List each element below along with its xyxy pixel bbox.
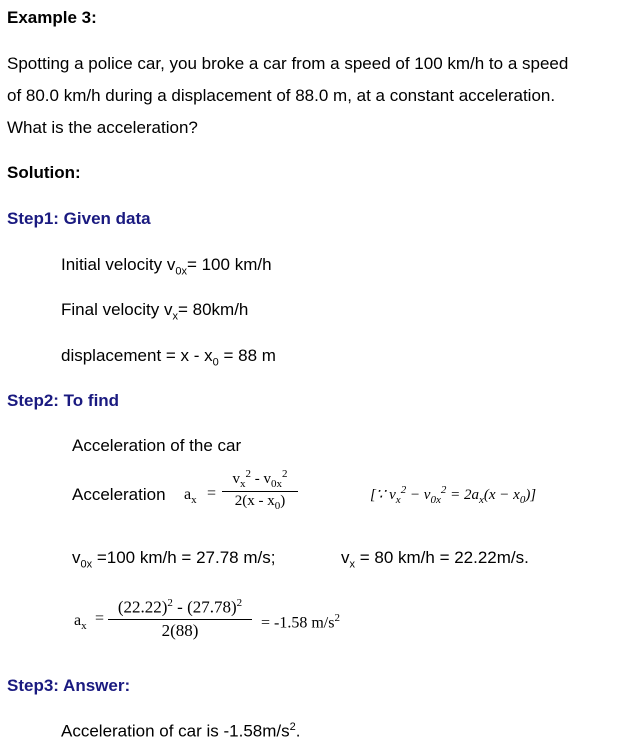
conversion-final: $v_x = 80$ km/h = 22.22m/s. [341,548,529,571]
calc-lhs: $a_x$ [74,612,87,633]
final-velocity-value: = 80km/h [177,300,249,319]
step1-title: Step1: Given data [7,209,151,228]
displacement-label: displacement = x - x [61,346,213,365]
given-initial-velocity [61,255,272,277]
to-find-target: Acceleration of the car [72,436,242,455]
conversion-initial: $v_{0x} =100$ km/h = 27.78 m/s; [72,548,276,571]
formula-lhs [184,486,197,506]
calc-numerator: $(22.22)^2 - (27.78)^2$ [117,597,243,617]
calc-denominator: 2(88) [161,620,199,640]
formula-fraction [222,468,298,512]
displacement-subscript: 0 [212,356,219,369]
identity-note: [∵ $v_x^2 - v_{0x}^2 = 2a_x(x - x_0)$] [370,484,537,506]
formula-label: Acceleration [72,485,166,504]
given-final-velocity [61,300,248,322]
step3-title: Step3: Answer: [7,676,131,695]
final-velocity-subscript: x [172,310,178,323]
calc-result: = -1.58 $m/s^2$ [261,612,340,632]
problem-line-2: of 80.0 km/h during a displacement of 88.0 m, at a constant acceleration. [7,86,556,105]
formula-lhs-symbol: a [184,486,192,503]
final-velocity-label: Final velocity v [61,300,173,319]
given-displacement [61,346,276,368]
calc-equals: = [95,610,105,627]
step2-title: Step2: To find [7,391,120,410]
example-heading: Example 3: [7,8,97,27]
displacement-value: = 88 m [218,346,276,365]
initial-velocity-label: Initial velocity v [61,255,176,274]
calc-fraction [108,597,252,641]
formula-numerator: $v_x^2 - v_{0x}^2$ [232,468,288,490]
formula-equals: = [207,485,217,502]
initial-velocity-value: = 100 km/h [186,255,272,274]
formula-denominator: $2(x - x_0)$ [234,493,286,512]
problem-line-1: Spotting a police car, you broke a car from a speed of 100 km/h to a speed [7,54,569,73]
solution-label: Solution: [7,163,81,182]
problem-line-3: What is the acceleration? [7,118,198,137]
calc-fraction-bar [108,619,252,620]
formula-lhs-subscript: x [191,494,197,507]
formula-fraction-bar [222,491,298,492]
initial-velocity-subscript: 0x [175,265,187,278]
final-answer: Acceleration of car is $-1.58m/s^2$. [61,721,301,741]
